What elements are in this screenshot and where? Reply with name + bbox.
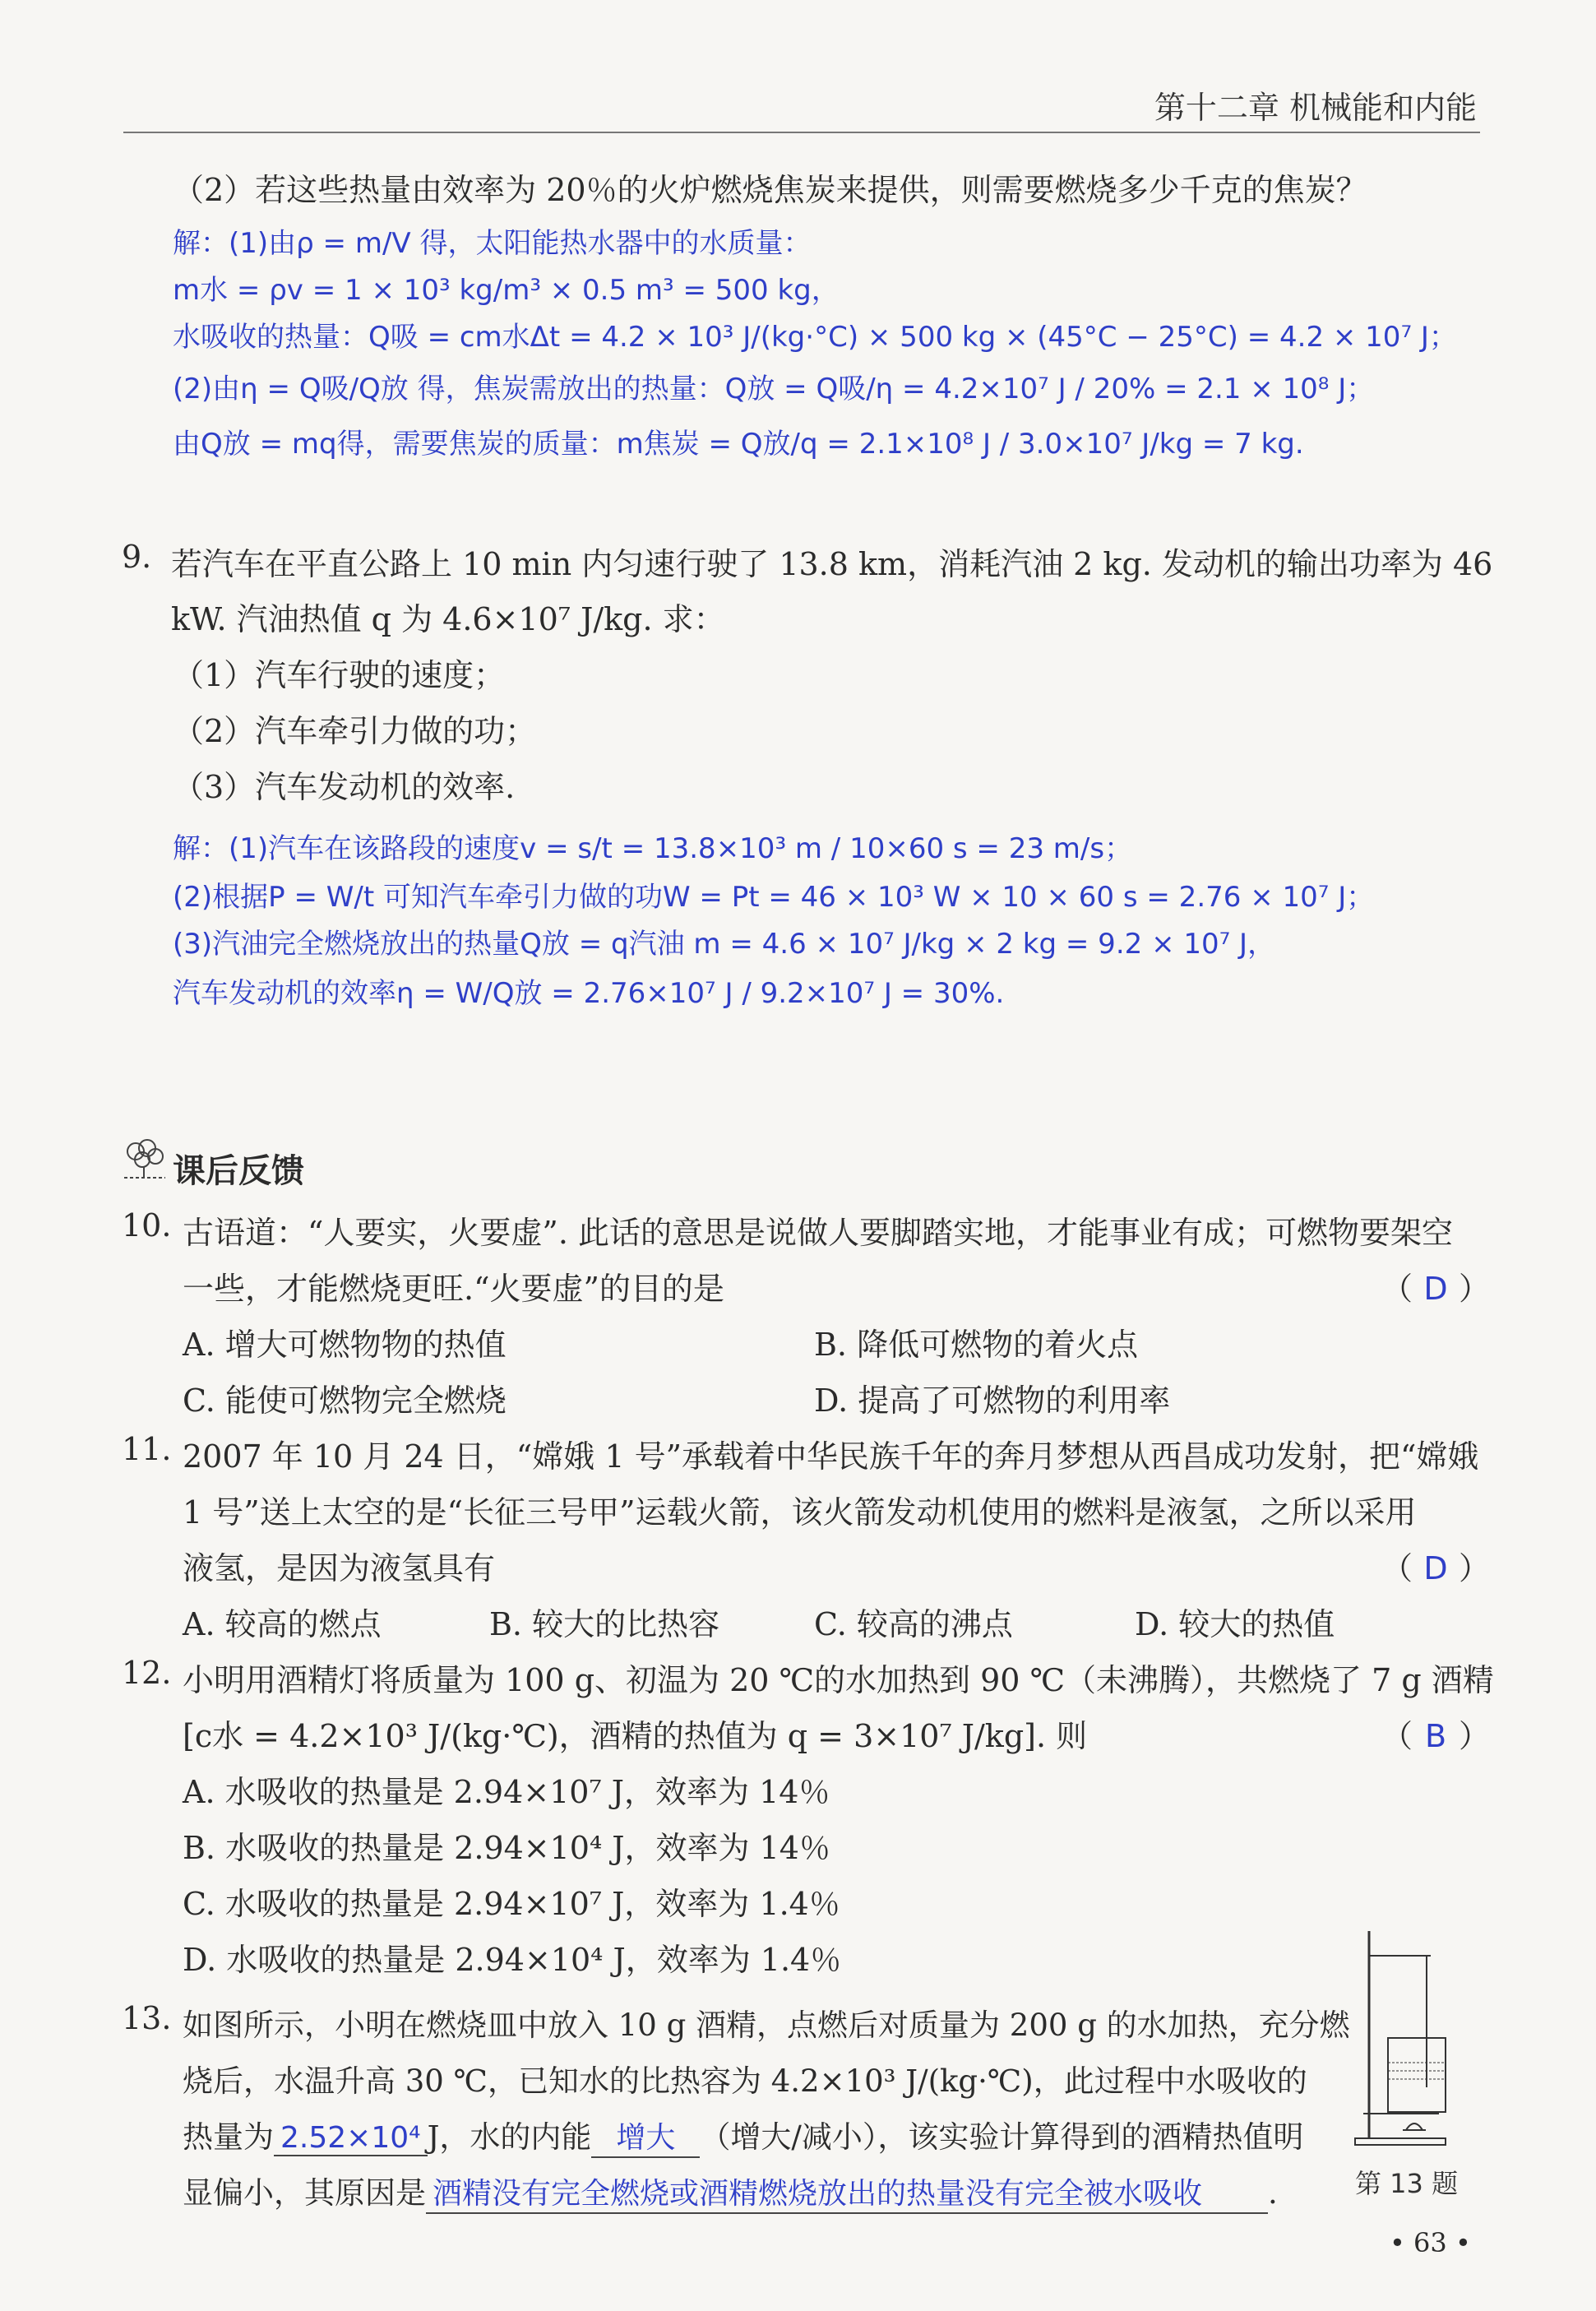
q11-answer-bracket: （ D ）	[1381, 1550, 1491, 1586]
q9-sub-3: （3）汽车发动机的效率.	[173, 769, 516, 805]
q13-line-4	[183, 2168, 1278, 2214]
q11-option-c: C. 较高的沸点	[814, 1606, 1013, 1642]
q13-line-2: 烧后，水温升高 30 ℃，已知水的比热容为 4.2×10³ J/(kg·℃)，此过程中水吸收的	[183, 2063, 1307, 2099]
q9-line-1: 若汽车在平直公路上 10 min 内匀速行驶了 13.8 km，消耗汽油 2 kg. 发动机的输出功率为 46	[171, 546, 1493, 582]
q12-answer-bracket: （ B ）	[1381, 1718, 1491, 1754]
q10-option-b: B. 降低可燃物的着火点	[814, 1327, 1139, 1363]
q9-number: 9.	[122, 539, 152, 575]
q9-sub-1: （1）汽车行驶的速度；	[173, 657, 506, 693]
q13-line-3-pre: 热量为	[183, 2119, 274, 2155]
q8-answer-line-4: (2)由η = Q吸/Q放 得，焦炭需放出的热量：Q放 = Q吸/η = 4.2×10⁷ J / 20% = 2.1 × 10⁸ J；	[173, 373, 1375, 405]
q11-number: 11.	[122, 1431, 172, 1467]
q12-number: 12.	[122, 1655, 172, 1691]
q10-answer: D	[1423, 1271, 1448, 1307]
q9-answer-line-2: (2)根据P = W/t 可知汽车牵引力做的功W = Pt = 46 × 10³ W × 10 × 60 s = 2.76 × 10⁷ J；	[173, 881, 1375, 914]
q10-line-1: 古语道：“人要实，火要虚”. 此话的意思是说做人要脚踏实地，才能事业有成；可燃物要架空	[183, 1215, 1454, 1251]
q10-option-a: A. 增大可燃物物的热值	[183, 1327, 507, 1363]
section-title: 课后反馈	[173, 1152, 304, 1190]
q11-option-b: B. 较大的比热容	[489, 1606, 720, 1642]
q9-answer-line-1: 解：(1)汽车在该路段的速度v = s/t = 13.8×10³ m / 10×60 s = 23 m/s；	[173, 832, 1133, 865]
q8-answer-line-3: 水吸收的热量：Q吸 = cm水Δt = 4.2 × 10³ J/(kg·°C) × 500 kg × (45°C − 25°C) = 4.2 × 10⁷ J；	[173, 321, 1457, 354]
q13-line-4-pre: 显偏小，其原因是	[183, 2175, 426, 2211]
q9-sub-2: （2）汽车牵引力做的功；	[173, 713, 537, 749]
header-rule	[123, 132, 1480, 133]
q9-answer-line-3: (3)汽油完全燃烧放出的热量Q放 = q汽油 m = 4.6 × 10⁷ J/kg × 2 kg = 9.2 × 10⁷ J，	[173, 928, 1276, 961]
q8-answer-line-1: 解：(1)由ρ = m/V 得，太阳能热水器中的水质量：	[173, 227, 812, 260]
q12-answer: B	[1424, 1718, 1447, 1754]
q13-figure	[1349, 1923, 1455, 2156]
q8-answer-line-2: m水 = ρv = 1 × 10³ kg/m³ × 0.5 m³ = 500 kg，	[173, 274, 840, 307]
q13-line-4-post: .	[1268, 2175, 1278, 2211]
q12-line-2: [c水 = 4.2×10³ J/(kg·℃)，酒精的热值为 q = 3×10⁷ J/kg]. 则	[183, 1718, 1088, 1754]
q13-line-3-post: （增大/减小），该实验计算得到的酒精热值明	[700, 2119, 1304, 2155]
chapter-header: 第十二章 机械能和内能	[1154, 90, 1477, 126]
q9-line-2: kW. 汽油热值 q 为 4.6×10⁷ J/kg. 求：	[171, 601, 725, 637]
q11-option-a: A. 较高的燃点	[183, 1606, 382, 1642]
q9-answer-line-4: 汽车发动机的效率η = W/Q放 = 2.76×10⁷ J / 9.2×10⁷ J = 30%.	[173, 977, 1005, 1010]
q10-answer-bracket: （ D ）	[1381, 1271, 1491, 1307]
q13-blank-heat: 2.52×10⁴	[274, 2121, 428, 2156]
q10-line-2: 一些，才能燃烧更旺.“火要虚”的目的是	[183, 1271, 724, 1307]
q11-line-2: 1 号”送上太空的是“长征三号甲”运载火箭，该火箭发动机使用的燃料是液氢，之所以采用	[183, 1494, 1417, 1531]
q8-part2-question: （2）若这些热量由效率为 20％的火炉燃烧焦炭来提供，则需要燃烧多少千克的焦炭？	[173, 172, 1367, 208]
page-number: • 63 •	[1390, 2227, 1471, 2258]
q8-answer-line-5: 由Q放 = mq得，需要焦炭的质量：m焦炭 = Q放/q = 2.1×10⁸ J / 3.0×10⁷ J/kg = 7 kg.	[173, 428, 1304, 461]
q10-number: 10.	[122, 1207, 172, 1243]
q13-blank-internal-energy: 增大	[591, 2114, 700, 2158]
q13-line-3-mid: J，水的内能	[427, 2119, 592, 2155]
q12-option-b: B. 水吸收的热量是 2.94×10⁴ J，效率为 14％	[183, 1830, 830, 1866]
beaker-apparatus-diagram	[1349, 1923, 1455, 2153]
q13-blank-reason: 酒精没有完全燃烧或酒精燃烧放出的热量没有完全被水吸收	[426, 2170, 1268, 2214]
q12-line-1: 小明用酒精灯将质量为 100 g、初温为 20 ℃的水加热到 90 ℃（未沸腾），共燃烧了 7 g 酒精	[183, 1662, 1494, 1698]
q13-line-3	[183, 2112, 1303, 2158]
q13-number: 13.	[122, 2000, 172, 2036]
q10-option-c: C. 能使可燃物完全燃烧	[183, 1382, 507, 1419]
q13-figure-caption: 第 13 题	[1355, 2168, 1459, 2199]
q12-option-c: C. 水吸收的热量是 2.94×10⁷ J，效率为 1.4％	[183, 1886, 840, 1922]
section-icon	[119, 1137, 169, 1186]
q12-option-d: D. 水吸收的热量是 2.94×10⁴ J，效率为 1.4％	[183, 1942, 842, 1978]
q13-line-1: 如图所示，小明在燃烧皿中放入 10 g 酒精，点燃后对质量为 200 g 的水加热，充分燃	[183, 2008, 1350, 2043]
q11-line-1: 2007 年 10 月 24 日，“嫦娥 1 号”承载着中华民族千年的奔月梦想从西昌成功发射，把“嫦娥	[183, 1438, 1479, 1475]
tree-icon	[119, 1137, 169, 1183]
q11-option-d: D. 较大的热值	[1135, 1606, 1335, 1642]
q11-line-3: 液氢，是因为液氢具有	[183, 1550, 496, 1586]
q10-option-d: D. 提高了可燃物的利用率	[814, 1382, 1171, 1419]
q12-option-a: A. 水吸收的热量是 2.94×10⁷ J，效率为 14％	[183, 1774, 830, 1810]
q11-answer: D	[1423, 1550, 1448, 1586]
